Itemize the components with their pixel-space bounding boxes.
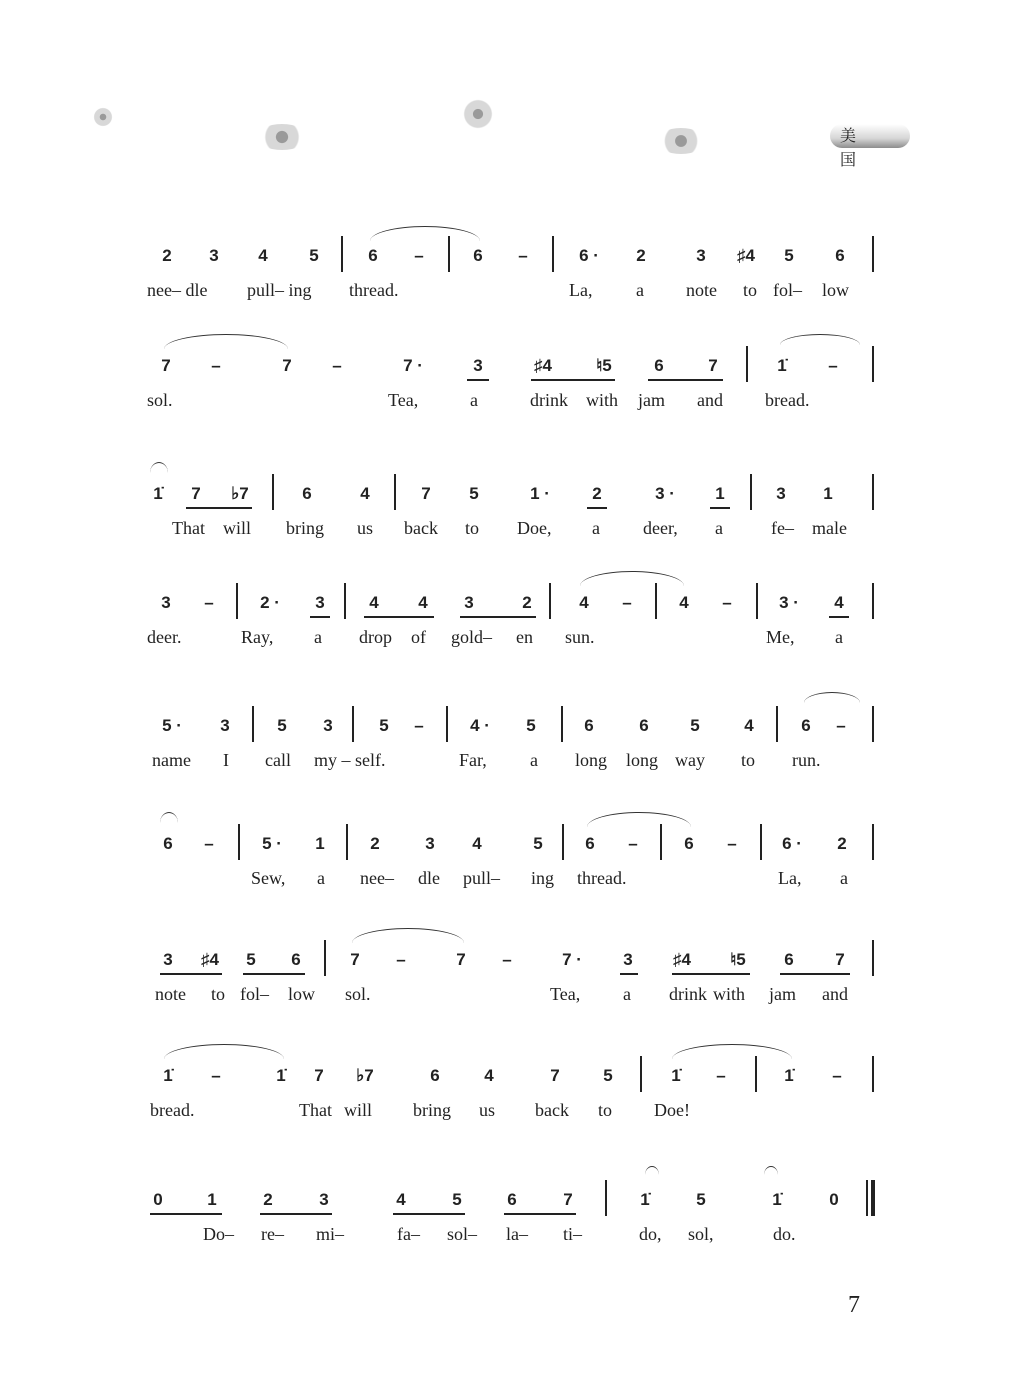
final-bar-line — [866, 1180, 868, 1216]
score-line-9 — [0, 1190, 1022, 1280]
note: 1̇ — [777, 356, 787, 375]
note: 3 — [315, 593, 325, 612]
note: 6 — [835, 246, 845, 265]
lyric-syllable: thread. — [577, 868, 627, 888]
beam-line — [829, 616, 849, 618]
lyric-syllable: Far, — [459, 750, 487, 770]
note: 6 — [584, 716, 594, 735]
lyric-syllable: That — [299, 1100, 332, 1120]
lyric-syllable: run. — [792, 750, 821, 770]
tie-mark — [645, 1166, 659, 1175]
lyric-syllable: to — [598, 1100, 613, 1120]
bar-line — [660, 824, 662, 860]
note: ♯4 — [737, 246, 755, 265]
lyric-syllable: Me, — [766, 627, 795, 647]
note: 5 — [526, 716, 536, 735]
lyric-syllable: fe– — [771, 518, 794, 538]
lyric-syllable: and — [822, 984, 848, 1004]
bar-line — [750, 474, 752, 510]
bar-line — [640, 1056, 642, 1092]
lyric-syllable: back — [404, 518, 438, 538]
bar-line — [872, 940, 874, 976]
note: 6 — [507, 1190, 517, 1209]
beam-line — [587, 507, 607, 509]
lyric-syllable: a — [530, 750, 538, 770]
note: – — [628, 834, 638, 853]
note: 5 — [277, 716, 287, 735]
note: 6 — [654, 356, 664, 375]
lyric-syllable: thread. — [349, 280, 399, 300]
lyric-syllable: and — [697, 390, 723, 410]
score-line-5 — [0, 716, 1022, 806]
score-line-4 — [0, 593, 1022, 683]
note: 1̇ — [784, 1066, 794, 1085]
score-line-3 — [0, 484, 1022, 574]
lyric-syllable: sol– — [447, 1224, 478, 1244]
tie-mark — [587, 812, 691, 827]
lyric-syllable: a — [835, 627, 843, 647]
bar-line — [562, 824, 564, 860]
note: ♯4 — [534, 356, 552, 375]
bar-line — [346, 824, 348, 860]
lyric-syllable: name — [152, 750, 191, 770]
lyric-syllable: sun. — [565, 627, 595, 647]
lyric-syllable: to — [465, 518, 480, 538]
lyric-syllable: bring — [413, 1100, 451, 1120]
note: – — [332, 356, 342, 375]
note: 0 — [829, 1190, 839, 1209]
note: 4 — [679, 593, 689, 612]
note: 2 — [263, 1190, 273, 1209]
note: 1̇ — [671, 1066, 681, 1085]
tie-mark — [160, 812, 178, 823]
lyric-syllable: us — [357, 518, 374, 538]
tie-mark — [150, 462, 168, 473]
note: 3 — [464, 593, 474, 612]
lyric-syllable: fa– — [397, 1224, 420, 1244]
bar-line — [872, 706, 874, 742]
beam-line — [393, 1213, 465, 1215]
lyric-syllable: sol. — [147, 390, 173, 410]
score-line-7 — [0, 950, 1022, 1040]
lyric-syllable: bring — [286, 518, 324, 538]
note: 4 — [360, 484, 370, 503]
beam-line — [672, 973, 750, 975]
note: 3 — [425, 834, 435, 853]
lyric-syllable: fol– — [773, 280, 802, 300]
lyric-syllable: ti– — [563, 1224, 583, 1244]
beam-line — [531, 379, 615, 381]
note: 5 — [533, 834, 543, 853]
note: 5 — [309, 246, 319, 265]
note: 3 — [163, 950, 173, 969]
note: 7 — [456, 950, 466, 969]
score-line-6 — [0, 834, 1022, 924]
bar-line — [394, 474, 396, 510]
lyric-syllable: back — [535, 1100, 569, 1120]
bar-line — [760, 824, 762, 860]
tie-mark — [352, 928, 464, 943]
lyric-syllable: a — [623, 984, 631, 1004]
tie-mark — [672, 1044, 792, 1059]
note: 3 — [623, 950, 633, 969]
note: 2 — [522, 593, 532, 612]
note: 3 — [209, 246, 219, 265]
lyric-syllable: with — [713, 984, 746, 1004]
score-line-8 — [0, 1066, 1022, 1156]
daisy-icon — [656, 128, 706, 154]
lyric-syllable: to — [741, 750, 756, 770]
beam-line — [648, 379, 723, 381]
note: 2 — [370, 834, 380, 853]
note: – — [716, 1066, 726, 1085]
beam-line — [150, 1213, 222, 1215]
note: 1 · — [530, 484, 550, 503]
note: 5 · — [162, 716, 182, 735]
note: 1̇ — [153, 484, 163, 503]
lyric-syllable: Sew, — [251, 868, 286, 888]
bar-line — [352, 706, 354, 742]
bar-line — [344, 583, 346, 619]
bar-line — [756, 583, 758, 619]
lyric-syllable: a — [314, 627, 322, 647]
note: 1 — [315, 834, 325, 853]
note: 1̇ — [163, 1066, 173, 1085]
note: 6 — [684, 834, 694, 853]
beam-line — [243, 973, 305, 975]
bar-line — [872, 346, 874, 382]
note: 2 — [162, 246, 172, 265]
note: 5 — [246, 950, 256, 969]
note: – — [502, 950, 512, 969]
note: 7 — [835, 950, 845, 969]
lyric-syllable: re– — [261, 1224, 284, 1244]
note: 6 — [801, 716, 811, 735]
note: 3 — [473, 356, 483, 375]
lyric-syllable: call — [265, 750, 291, 770]
lyric-syllable: gold– — [451, 627, 493, 647]
lyric-syllable: sol, — [688, 1224, 714, 1244]
lyric-syllable: of — [411, 627, 426, 647]
bar-line — [746, 346, 748, 382]
note: 3 — [323, 716, 333, 735]
lyric-syllable: a — [470, 390, 478, 410]
lyric-syllable: sol. — [345, 984, 371, 1004]
note: 4 — [579, 593, 589, 612]
lyric-syllable: will — [344, 1100, 373, 1120]
note: 1 — [207, 1190, 217, 1209]
note: 7 — [563, 1190, 573, 1209]
note: 3 — [161, 593, 171, 612]
note: – — [722, 593, 732, 612]
note: – — [211, 1066, 221, 1085]
lyric-syllable: pull– — [463, 868, 501, 888]
note: – — [211, 356, 221, 375]
score-line-1 — [0, 246, 1022, 336]
note: – — [828, 356, 838, 375]
note: 5 · — [262, 834, 282, 853]
lyric-syllable: jam — [769, 984, 796, 1004]
lyric-syllable: That — [172, 518, 205, 538]
lyric-syllable: Doe! — [654, 1100, 690, 1120]
note: 6 — [291, 950, 301, 969]
lyric-syllable: note — [686, 280, 717, 300]
lyric-syllable: pull– ing — [247, 280, 312, 300]
tie-mark — [370, 226, 480, 241]
beam-line — [310, 616, 330, 618]
note: 3 · — [655, 484, 675, 503]
bar-line — [252, 706, 254, 742]
bar-line — [272, 474, 274, 510]
daisy-icon — [460, 98, 496, 130]
note: – — [518, 246, 528, 265]
lyric-syllable: low — [288, 984, 315, 1004]
note: 7 — [350, 950, 360, 969]
lyric-syllable: with — [586, 390, 619, 410]
note: 3 · — [779, 593, 799, 612]
note: – — [727, 834, 737, 853]
note: 7 — [708, 356, 718, 375]
note: 2 — [837, 834, 847, 853]
note: – — [622, 593, 632, 612]
note: ♭7 — [356, 1066, 374, 1085]
bar-line — [655, 583, 657, 619]
lyric-syllable: Ray, — [241, 627, 274, 647]
note: 1̇ — [772, 1190, 782, 1209]
daisy-icon — [92, 106, 114, 128]
note: 3 — [776, 484, 786, 503]
bar-line — [872, 474, 874, 510]
bar-line — [755, 1056, 757, 1092]
note: 6 — [784, 950, 794, 969]
note: 4 — [418, 593, 428, 612]
note: – — [836, 716, 846, 735]
note: 6 — [430, 1066, 440, 1085]
bar-line — [552, 236, 554, 272]
note: 7 — [421, 484, 431, 503]
bar-line — [236, 583, 238, 619]
note: ♯4 — [201, 950, 219, 969]
bar-line — [872, 236, 874, 272]
note: 5 — [452, 1190, 462, 1209]
beam-line — [160, 973, 222, 975]
lyric-syllable: Tea, — [550, 984, 581, 1004]
bar-line — [872, 1056, 874, 1092]
lyric-syllable: to — [211, 984, 226, 1004]
bar-line — [238, 824, 240, 860]
note: 3 — [319, 1190, 329, 1209]
note: 4 — [369, 593, 379, 612]
tie-mark — [164, 334, 288, 349]
beam-line — [710, 507, 730, 509]
lyric-syllable: drop — [359, 627, 392, 647]
tie-mark — [804, 692, 860, 703]
lyric-syllable: a — [636, 280, 644, 300]
lyric-syllable: jam — [638, 390, 665, 410]
bar-line — [872, 583, 874, 619]
note: 6 — [473, 246, 483, 265]
note: – — [414, 246, 424, 265]
note: 4 — [834, 593, 844, 612]
lyric-syllable: dle — [418, 868, 440, 888]
lyric-syllable: fol– — [240, 984, 269, 1004]
note: – — [832, 1066, 842, 1085]
bar-line — [446, 706, 448, 742]
lyric-syllable: do. — [773, 1224, 796, 1244]
note: 5 — [690, 716, 700, 735]
note: 7 — [191, 484, 201, 503]
daisy-icon — [256, 124, 308, 150]
lyric-syllable: to — [743, 280, 758, 300]
note: 1̇ — [640, 1190, 650, 1209]
beam-line — [780, 973, 850, 975]
lyric-syllable: long — [575, 750, 608, 770]
note: 7 — [282, 356, 292, 375]
lyric-syllable: a — [317, 868, 325, 888]
lyric-syllable: low — [822, 280, 849, 300]
note: 7 — [550, 1066, 560, 1085]
lyric-syllable: bread. — [150, 1100, 195, 1120]
tie-mark — [764, 1166, 778, 1175]
lyric-syllable: a — [715, 518, 723, 538]
note: ♮5 — [596, 356, 612, 375]
tie-mark — [164, 1044, 284, 1059]
lyric-syllable: do, — [639, 1224, 662, 1244]
beam-line — [467, 379, 489, 381]
note: 6 — [302, 484, 312, 503]
note: 4 · — [470, 716, 490, 735]
bar-line — [872, 824, 874, 860]
beam-line — [260, 1213, 332, 1215]
bar-line — [324, 940, 326, 976]
note: 1̇ — [276, 1066, 286, 1085]
lyric-syllable: note — [155, 984, 186, 1004]
note: 4 — [258, 246, 268, 265]
lyric-syllable: I — [223, 750, 229, 770]
lyric-syllable: deer. — [147, 627, 182, 647]
beam-line — [186, 507, 252, 509]
bar-line — [561, 706, 563, 742]
page-number: 7 — [848, 1292, 860, 1318]
note: 7 · — [403, 356, 423, 375]
note: 6 — [163, 834, 173, 853]
note: 3 — [220, 716, 230, 735]
lyric-syllable: way — [675, 750, 705, 770]
note: 6 — [368, 246, 378, 265]
lyric-syllable: Doe, — [517, 518, 552, 538]
bar-line — [341, 236, 343, 272]
note: ♯4 — [673, 950, 691, 969]
beam-line — [364, 616, 434, 618]
bar-line — [776, 706, 778, 742]
note: 6 · — [782, 834, 802, 853]
lyric-syllable: en — [516, 627, 533, 647]
note: ♮5 — [730, 950, 746, 969]
note: 1 — [823, 484, 833, 503]
final-bar-line — [871, 1180, 875, 1216]
lyric-syllable: male — [812, 518, 847, 538]
lyric-syllable: deer, — [643, 518, 678, 538]
lyric-syllable: a — [840, 868, 848, 888]
note: 6 · — [579, 246, 599, 265]
note: 0 — [153, 1190, 163, 1209]
lyric-syllable: drink — [669, 984, 707, 1004]
lyric-syllable: nee– dle — [147, 280, 208, 300]
note: 5 — [379, 716, 389, 735]
bar-line — [448, 236, 450, 272]
note: 2 — [636, 246, 646, 265]
beam-line — [620, 973, 638, 975]
bar-line — [605, 1180, 607, 1216]
note: 5 — [469, 484, 479, 503]
note: 7 — [314, 1066, 324, 1085]
lyric-syllable: bread. — [765, 390, 810, 410]
note: 4 — [472, 834, 482, 853]
lyric-syllable: Do– — [203, 1224, 234, 1244]
lyric-syllable: my – self. — [314, 750, 386, 770]
country-label: 美 国 — [840, 126, 875, 169]
note: 7 — [161, 356, 171, 375]
note: 3 — [696, 246, 706, 265]
note: – — [396, 950, 406, 969]
note: 1 — [715, 484, 725, 503]
lyric-syllable: drink — [530, 390, 568, 410]
note: 6 — [639, 716, 649, 735]
beam-line — [504, 1213, 576, 1215]
note: 7 · — [562, 950, 582, 969]
note: 5 — [696, 1190, 706, 1209]
note: – — [414, 716, 424, 735]
lyric-syllable: La, — [569, 280, 593, 300]
note: – — [204, 834, 214, 853]
lyric-syllable: la– — [506, 1224, 528, 1244]
bar-line — [549, 583, 551, 619]
lyric-syllable: nee– — [360, 868, 394, 888]
lyric-syllable: ing — [531, 868, 555, 888]
note: 5 — [784, 246, 794, 265]
note: – — [204, 593, 214, 612]
note: 4 — [484, 1066, 494, 1085]
note: 6 — [585, 834, 595, 853]
lyric-syllable: La, — [778, 868, 802, 888]
lyric-syllable: long — [626, 750, 659, 770]
note: ♭7 — [231, 484, 249, 503]
beam-line — [460, 616, 536, 618]
lyric-syllable: mi– — [316, 1224, 345, 1244]
lyric-syllable: a — [592, 518, 600, 538]
score-line-2 — [0, 356, 1022, 446]
note: 4 — [744, 716, 754, 735]
note: 5 — [603, 1066, 613, 1085]
note: 2 — [592, 484, 602, 503]
lyric-syllable: Tea, — [388, 390, 419, 410]
lyric-syllable: us — [479, 1100, 496, 1120]
lyric-syllable: will — [223, 518, 252, 538]
note: 2 · — [260, 593, 280, 612]
note: 4 — [396, 1190, 406, 1209]
